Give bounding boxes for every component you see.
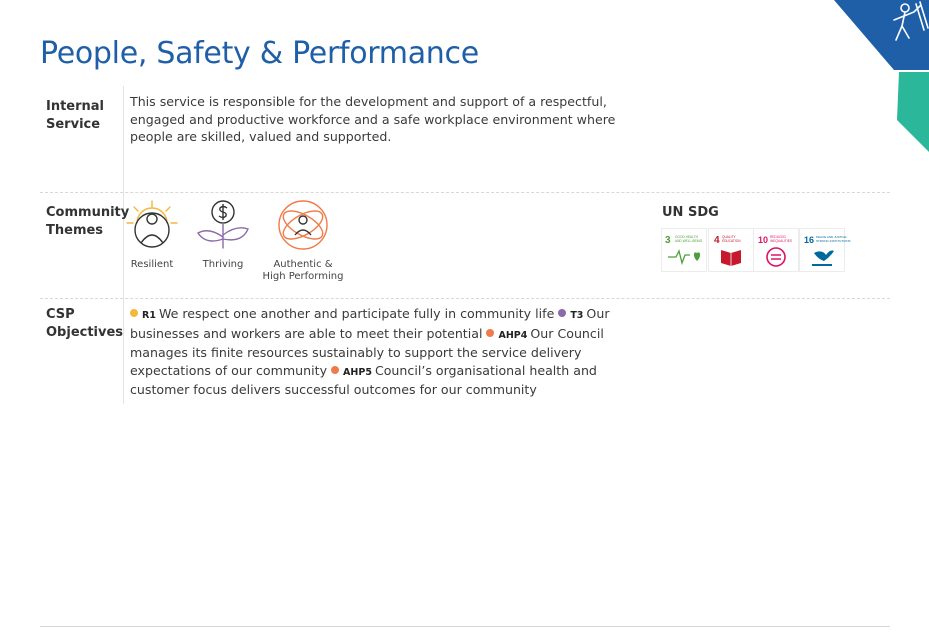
heartbeat-icon <box>662 229 706 271</box>
svg-text:PEACE AND JUSTICE: PEACE AND JUSTICE <box>816 235 847 239</box>
section-divider <box>40 298 890 299</box>
equals-circle-icon <box>754 229 798 271</box>
authentic-person-orbit-icon <box>274 199 332 251</box>
objective-text: Our Council manages its finite resources sustainably to support the service delivery expectations of our community <box>130 325 604 378</box>
resilient-person-sun-icon <box>123 199 181 251</box>
dove-gavel-icon <box>800 229 851 271</box>
sdg-goal-10 <box>753 228 799 272</box>
theme-label: Authentic & High Performing <box>262 259 344 282</box>
internal-service-label: Internal Service <box>46 99 105 132</box>
section-divider <box>40 192 890 193</box>
objective-code: T3 <box>570 310 584 321</box>
theme-resilient <box>122 199 182 271</box>
page-title: People, Safety & Performance <box>40 36 479 71</box>
objective-dot <box>486 329 494 337</box>
thriving-dollar-plant-icon <box>194 199 252 251</box>
svg-text:QUALITY: QUALITY <box>722 235 736 239</box>
theme-authentic-high-performing <box>258 199 348 283</box>
svg-text:EDUCATION: EDUCATION <box>722 239 741 243</box>
sdg-goal-4 <box>708 228 754 272</box>
objective-item <box>130 306 554 321</box>
csp-objectives-list <box>130 305 630 399</box>
svg-text:AND WELL-BEING: AND WELL-BEING <box>675 239 703 243</box>
svg-text:REDUCED: REDUCED <box>770 235 786 239</box>
svg-text:16: 16 <box>804 235 815 245</box>
corner-decoration <box>834 0 929 155</box>
internal-service-description: This service is responsible for the development and support of a respectful, engaged and productive workforce and a safe workplace environment where people are skilled, valued and supported. <box>130 94 616 144</box>
svg-text:GOOD HEALTH: GOOD HEALTH <box>675 235 698 239</box>
corner-teal-shape <box>897 72 929 152</box>
objective-dot <box>130 309 138 317</box>
objective-dot <box>331 366 339 374</box>
footer-rule <box>40 626 890 627</box>
objective-text: Our businesses and workers are able to meet their potential <box>130 306 610 341</box>
objective-code: R1 <box>142 310 156 321</box>
svg-text:3: 3 <box>665 235 671 246</box>
objective-text: Council’s organisational health and customer focus delivers successful outcomes for our community <box>130 362 597 397</box>
theme-label: Thriving <box>202 259 244 270</box>
svg-text:4: 4 <box>714 235 720 246</box>
sdg-goal-16 <box>799 228 851 272</box>
objective-code: AHP5 <box>343 366 372 378</box>
theme-thriving <box>193 199 253 271</box>
objective-dot <box>558 309 566 317</box>
sdg-goal-3 <box>661 228 707 272</box>
objective-text: We respect one another and participate fully in community life <box>158 306 555 321</box>
svg-text:10: 10 <box>758 235 769 245</box>
book-icon <box>709 229 753 271</box>
svg-text:INEQUALITIES: INEQUALITIES <box>770 239 792 243</box>
theme-label: Resilient <box>130 259 174 270</box>
svg-text:STRONG INSTITUTIONS: STRONG INSTITUTIONS <box>816 239 851 243</box>
un-sdg-title: UN SDG <box>662 205 719 220</box>
objective-code: AHP4 <box>498 329 528 341</box>
community-themes-label: Community Themes <box>46 205 130 238</box>
csp-objectives-label: CSP Objectives <box>46 307 124 340</box>
